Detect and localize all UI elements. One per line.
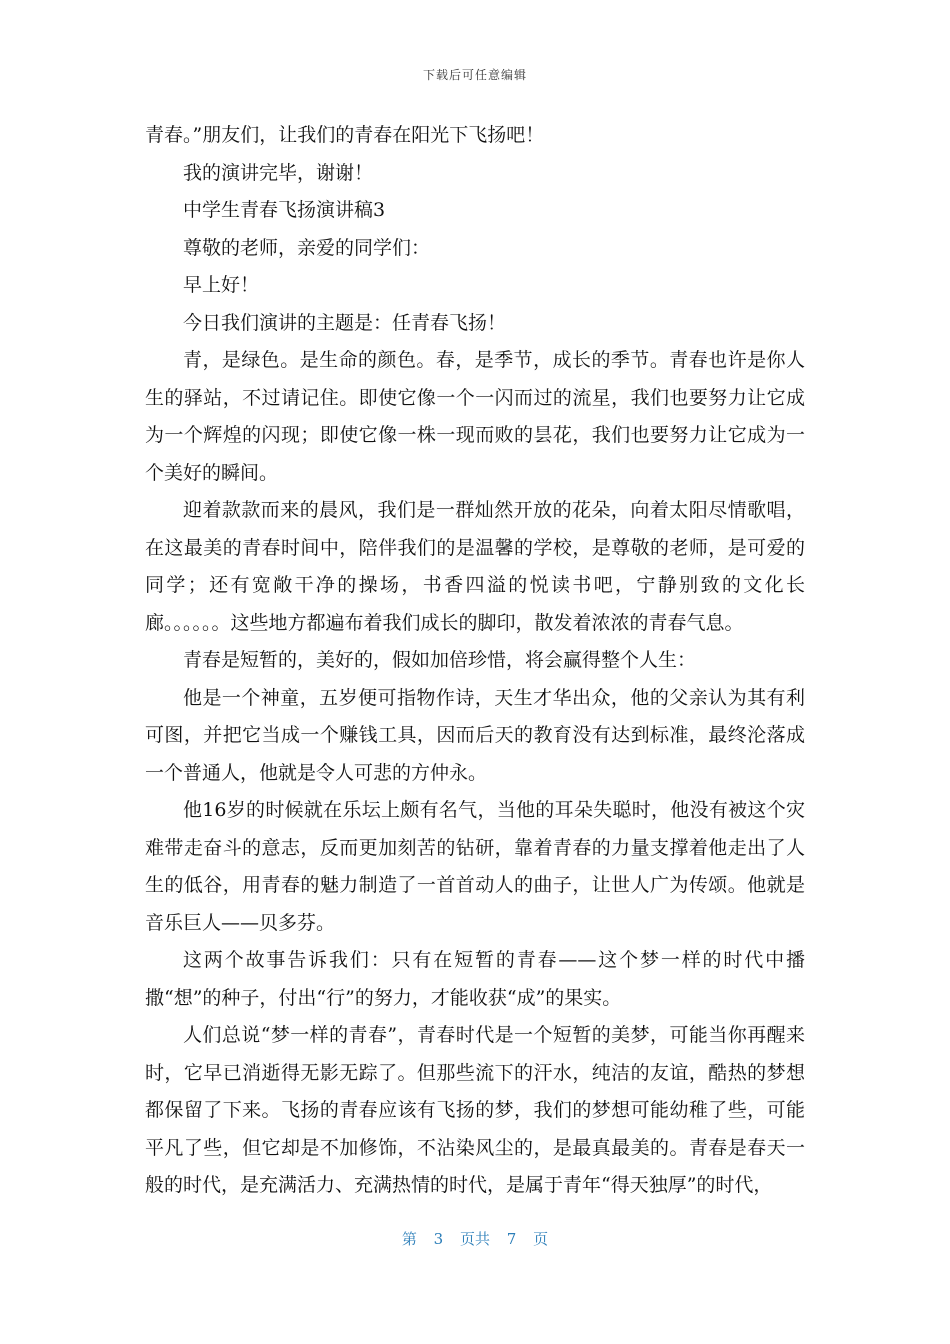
footer-middle: 页共 (459, 1230, 490, 1248)
paragraph: 这两个故事告诉我们：只有在短暂的青春——这个梦一样的时代中播撒“想”的种子，付出“行”的努力，才能收获“成”的果实。 (145, 949, 805, 1009)
paragraph: 迎着款款而来的晨风，我们是一群灿然开放的花朵，向着太阳尽情歌唱，在这最美的青春时间中，陪伴我们的是温馨的学校，是尊敬的老师，是可爱的同学；还有宽敞干净的操场，书香四溢的悦读书吧，宁静别致的文化长廊。。。。。。这些地方都遍布着我们成长的脚印，散发着浓浓的青春气息。 (145, 499, 805, 634)
paragraph: 人们总说“梦一样的青春”，青春时代是一个短暂的美梦，可能当你再醒来时，它早已消逝得无影无踪了。但那些流下的汗水，纯洁的友谊，酷热的梦想都保留了下来。飞扬的青春应该有飞扬的梦，我们的梦想可能幼稚了些，可能平凡了些，但它却是不加修饰，不沾染风尘的，是最真最美的。青春是春天一般的时代，是充满活力、充满热情的时代，是属于青年“得天独厚”的时代， (145, 1024, 805, 1196)
page-header: 下载后可任意编辑 (422, 68, 527, 82)
paragraph: 尊敬的老师，亲爱的同学们： (183, 236, 431, 259)
paragraph: 早上好！ (183, 274, 260, 296)
paragraph: 青春。”朋友们，让我们的青春在阳光下飞扬吧！ (145, 124, 545, 146)
footer-prefix: 第 (401, 1230, 417, 1248)
document-body (145, 117, 805, 1205)
section-title: 中学生青春飞扬演讲稿3 (183, 199, 386, 221)
paragraph: 他是一个神童，五岁便可指物作诗，天生才华出众，他的父亲认为其有利可图，并把它当成一个赚钱工具，因而后天的教育没有达到标准，最终沦落成一个普通人，他就是令人可悲的方仲永。 (145, 686, 805, 784)
paragraph: 青，是绿色。是生命的颜色。春，是季节，成长的季节。青春也许是你人生的驿站，不过请记住。即使它像一个一闪而过的流星，我们也要努力让它成为一个辉煌的闪现；即使它像一株一现而败的昙花，我们也要努力让它成为一个美好的瞬间。 (145, 349, 805, 484)
paragraph: 青春是短暂的，美好的，假如加倍珍惜，将会赢得整个人生： (183, 649, 697, 671)
paragraph: 他16岁的时候就在乐坛上颇有名气，当他的耳朵失聪时，他没有被这个灾难带走奋斗的意志，反而更加刻苦的钻研，靠着青春的力量支撑着他走出了人生的低谷，用青春的魅力制造了一首首动人的曲子，让世人广为传颂。他就是音乐巨人——贝多芬。 (145, 799, 805, 934)
footer-suffix: 页 (533, 1230, 549, 1248)
total-page-count: 7 (506, 1230, 517, 1248)
page-footer (0, 1228, 950, 1249)
current-page-number: 3 (433, 1230, 444, 1248)
paragraph: 我的演讲完毕，谢谢！ (183, 161, 374, 184)
paragraph: 今日我们演讲的主题是：任青春飞扬！ (183, 311, 507, 334)
